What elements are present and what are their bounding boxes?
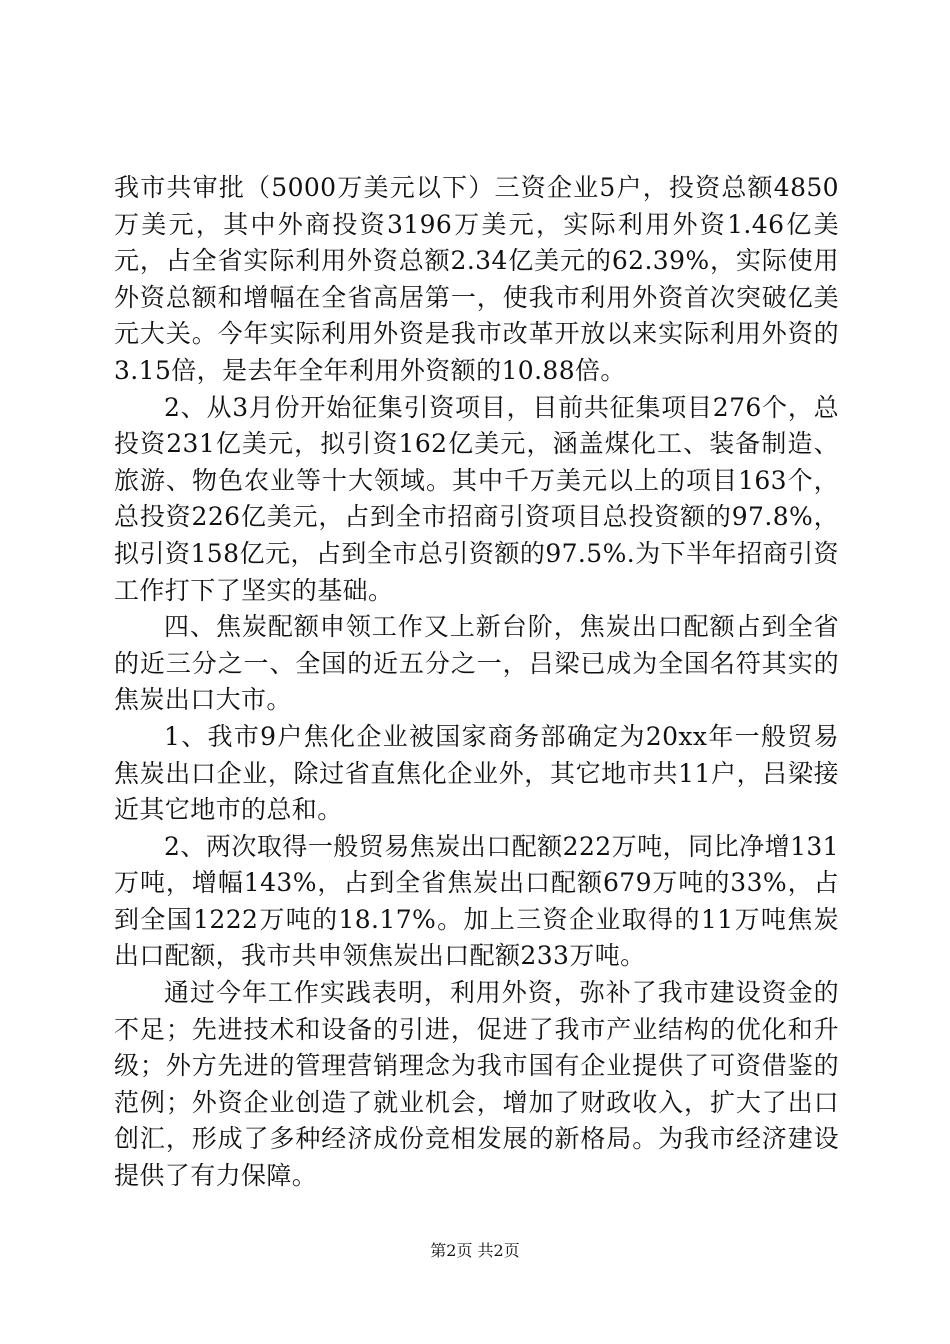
page-number: 第2页 共2页: [430, 1241, 520, 1260]
page-footer: [0, 1241, 950, 1261]
paragraph-project-collection: 2、从3月份开始征集引资项目，目前共征集项目276个，总投资231亿美元，拟引资162亿美元，涵盖煤化工、装备制造、旅游、物色农业等十大领域。其中千万美元以上的项目163个，总投资226亿美元，占到全市招商引资项目总投资额的97.8%，拟引资158亿元，占到全市总引资额的97.5%.为下半年招商引资工作打下了坚实的基础。: [114, 392, 839, 605]
paragraph-coke-export-enterprises: 1、我市9户焦化企业被国家商务部确定为20xx年一般贸易焦炭出口企业，除过省直焦化企业外，其它地市共11户，吕梁接近其它地市的总和。: [114, 721, 839, 825]
paragraph-foreign-investment-summary: 我市共审批（5000万美元以下）三资企业5户，投资总额4850万美元，其中外商投资3196万美元，实际利用外资1.46亿美元，占全省实际利用外资总额2.34亿美元的62.39%，实际使用外资总额和增幅在全省高居第一，使我市利用外资首次突破亿美元大关。今年实际利用外资是我市改革开放以来实际利用外资的3.15倍，是去年全年利用外资额的10.88倍。: [114, 173, 839, 385]
paragraph-coke-quota-heading: 四、焦炭配额申领工作又上新台阶，焦炭出口配额占到全省的近三分之一、全国的近五分之一，吕梁已成为全国名符其实的焦炭出口大市。: [114, 612, 839, 715]
paragraph-conclusion: 通过今年工作实践表明，利用外资，弥补了我市建设资金的不足；先进技术和设备的引进，促进了我市产业结构的优化和升级；外方先进的管理营销理念为我市国有企业提供了可资借鉴的范例；外资企业创造了就业机会，增加了财政收入，扩大了出口创汇，形成了多种经济成份竞相发展的新格局。为我市经济建设提供了有力保障。: [114, 978, 839, 1191]
document-body: [114, 170, 839, 1195]
paragraph-coke-export-quota: 2、两次取得一般贸易焦炭出口配额222万吨，同比净增131万吨，增幅143%，占到全省焦炭出口配额679万吨的33%，占到全国1222万吨的18.17%。加上三资企业取得的11万吨焦炭出口配额，我市共申领焦炭出口配额233万吨。: [114, 831, 839, 971]
